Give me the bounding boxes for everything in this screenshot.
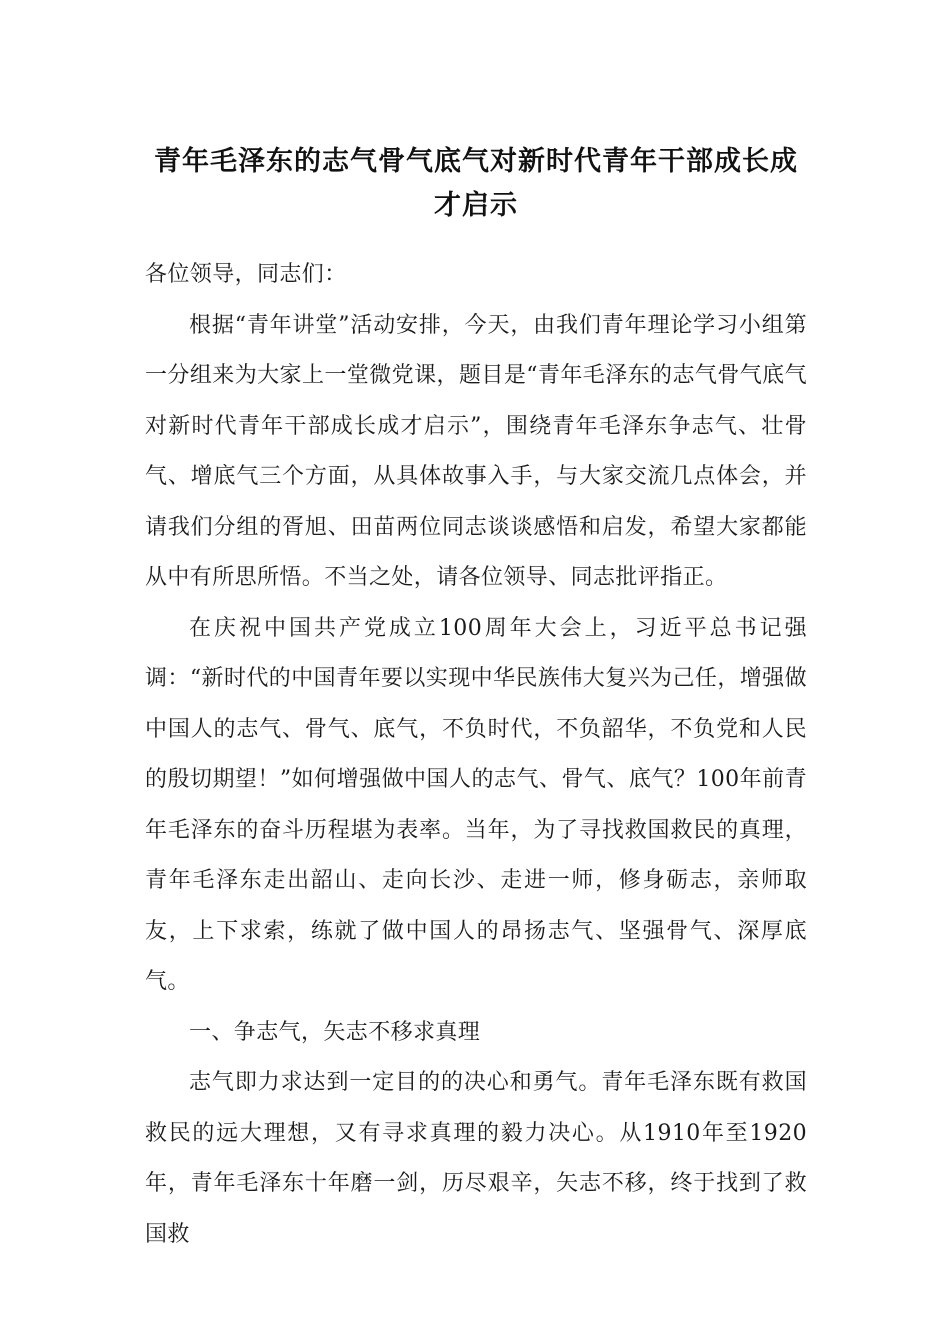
- document-content: [145, 140, 807, 1260]
- document-title: 青年毛泽东的志气骨气底气对新时代青年干部成长成才启示: [154, 146, 798, 221]
- paragraph-intro: 根据“青年讲堂”活动安排，今天，由我们青年理论学习小组第一分组来为大家上一堂微党课，题目是“青年毛泽东的志气骨气底气对新时代青年干部成长成才启示”，围绕青年毛泽东争志气、壮骨气、增底气三个方面，从具体故事入手，与大家交流几点体会，并请我们分组的胥旭、田苗两位同志谈谈感悟和启发，希望大家都能从中有所思所悟。不当之处，请各位领导、同志批评指正。: [145, 312, 807, 590]
- salutation: 各位领导，同志们：: [145, 262, 347, 287]
- paragraph-speech-quote: 在庆祝中国共产党成立100周年大会上，习近平总书记强调：“新时代的中国青年要以实现中华民族伟大复兴为己任，增强做中国人的志气、骨气、底气，不负时代，不负韶华，不负党和人民的殷切期望！”如何增强做中国人的志气、骨气、底气？100年前青年毛泽东的奋斗历程堪为表率。当年，为了寻找救国救民的真理，青年毛泽东走出韶山、走向长沙、走进一师，修身砺志，亲师取友，上下求索，练就了做中国人的昂扬志气、坚强骨气、深厚底气。: [145, 615, 807, 994]
- document-body: [145, 250, 807, 1260]
- section-heading: 一、争志气，矢志不移求真理: [189, 1019, 481, 1045]
- paragraph-section-one: 志气即力求达到一定目的的决心和勇气。青年毛泽东既有救国救民的远大理想，又有寻求真理的毅力决心。从1910年至1920年，青年毛泽东十年磨一剑，历尽艰辛，矢志不移，终于找到了救国救: [145, 1070, 807, 1247]
